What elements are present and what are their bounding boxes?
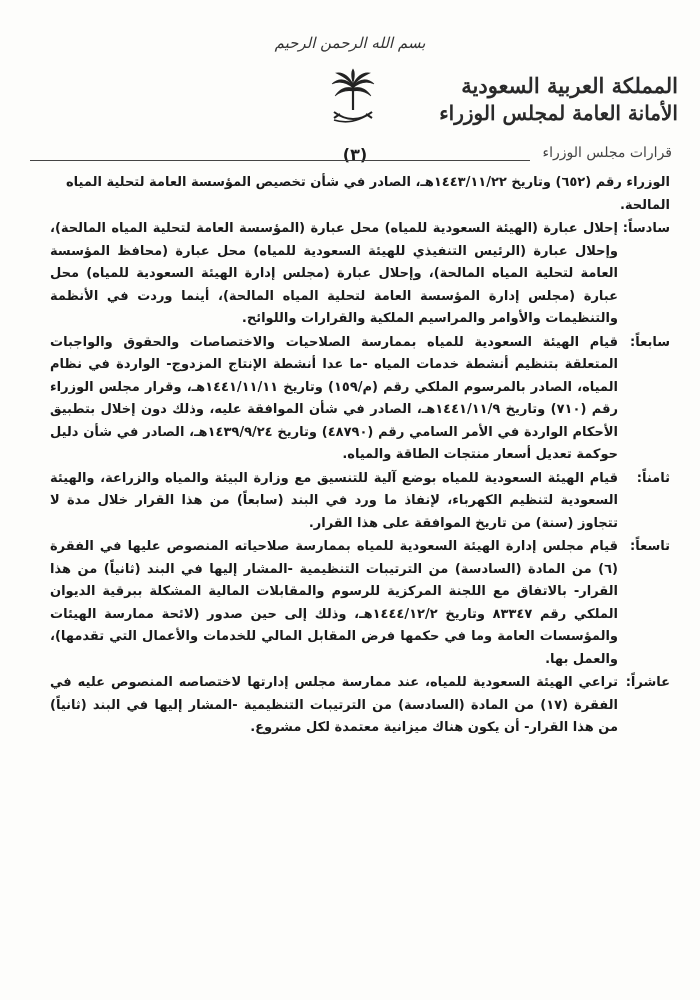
country-name: المملكة العربية السعودية (461, 73, 678, 98)
clause-text: تراعي الهيئة السعودية للمياه، عند ممارسة مجلس إدارتها لاختصاصه المنصوص عليه في الفقرة (١٧) من المادة (السادسة) من الترتيبات التنظيمية -المشار إليها في البند (ثانياً) من هذا القرار- أن يكون هناك ميزانية معتمدة لكل مشروع. (50, 675, 618, 735)
clause-label: سابعاً: (630, 334, 670, 350)
clause-label: سادساً: (622, 221, 670, 236)
clause-label: ثامناً: (636, 470, 670, 486)
clause-text: إحلال عبارة (الهيئة السعودية للمياه) محل عبارة (المؤسسة العامة لتحلية المياه المالحة)، وإحلال عبارة (الرئيس التنفيذي للهيئة السعودية للمياه) محل عبارة (محافظ المؤسسة العامة لتحلية المياه المالحة)، وإحلال عبارة (مجلس إدارة الهيئة السعودية للمياه) محل عبارة (مجلس إدارة المؤسسة العامة لتحلية المياه المالحة)، أينما وردت في الأنظمة والتنظيمات والأوامر والمراسيم الملكية والقرارات واللوائح. (50, 221, 618, 326)
clause-text: قيام الهيئة السعودية للمياه بممارسة الصلاحيات والاختصاصات والحقوق والواجبات المتعلقة بتنظيم أنشطة خدمات المياه -ما عدا أنشطة الإنتاج المزدوج- الواردة في نظام المياه، الصادر بالمرسوم الملكي رقم (م/١٥٩) وتاريخ ١٤٤١/١١/١١هـ، وقرار مجلس الوزراء رقم (٧١٠) وتاريخ ١٤٤١/١١/٩هـ، الصادر في شأن الموافقة عليه، وذلك دون إخلال بتطبيق الأحكام الواردة في الأمر السامي رقم (٤٨٧٩٠) وتاريخ ١٤٣٩/٩/٢٤هـ، الصادر في شأن دليل حوكمة تعديل أسعار منتجات الطاقة والمياه. (50, 334, 619, 462)
palm-swords-emblem-icon (330, 68, 376, 128)
decision-body (50, 172, 670, 740)
clause-text: قيام الهيئة السعودية للمياه بوضع آلية للتنسيق مع وزارة البيئة والمياه والزراعة، والهيئة السعودية لتنظيم الكهرباء، لإنفاذ ما ورد في البند (سابعاً) من هذا القرار خلال مدة لا تتجاوز (سنة) من تاريخ الموافقة على هذا القرار. (50, 470, 618, 531)
decisions-title: قرارات مجلس الوزراء (542, 145, 672, 161)
header-divider (30, 160, 530, 161)
clause-ninth (50, 536, 670, 671)
clause-text: قيام مجلس إدارة الهيئة السعودية للمياه بممارسة صلاحياته المنصوص عليها في الفقرة (٦) من المادة (السادسة) من الترتيبات التنظيمية -المشار إليها في البند (ثانياً) من هذا القرار- بالاتفاق مع اللجنة المركزية للرسوم والمقابلات المالية المشكلة ببرقية الديوان الملكي رقم ٨٣٣٤٧ وتاريخ ١٤٤٤/١٢/٢هـ، وذلك إلى حين صدور (لائحة ممارسة الهيئات والمؤسسات العامة وما في حكمها فرض المقابل المالي للخدمات والأعمال التي تقدمها)، والعمل بها. (50, 539, 618, 667)
clause-label: عاشراً: (625, 675, 670, 690)
page-number: (٣) (342, 145, 368, 164)
clause-tenth (50, 672, 670, 740)
secretariat-name: الأمانة العامة لمجلس الوزراء (439, 101, 678, 125)
clause-eighth (50, 468, 670, 536)
clause-label: تاسعاً: (630, 539, 670, 554)
clause-seventh (50, 332, 670, 467)
government-header (439, 72, 678, 126)
basmala: بسم الله الرحمن الرحيم (274, 34, 426, 52)
continuation-paragraph: الوزراء رقم (٦٥٢) وتاريخ ١٤٤٣/١١/٢٢هـ، الصادر في شأن تخصيص المؤسسة العامة لتحلية المياه المالحة. (66, 175, 670, 213)
clause-sixth (50, 218, 670, 331)
